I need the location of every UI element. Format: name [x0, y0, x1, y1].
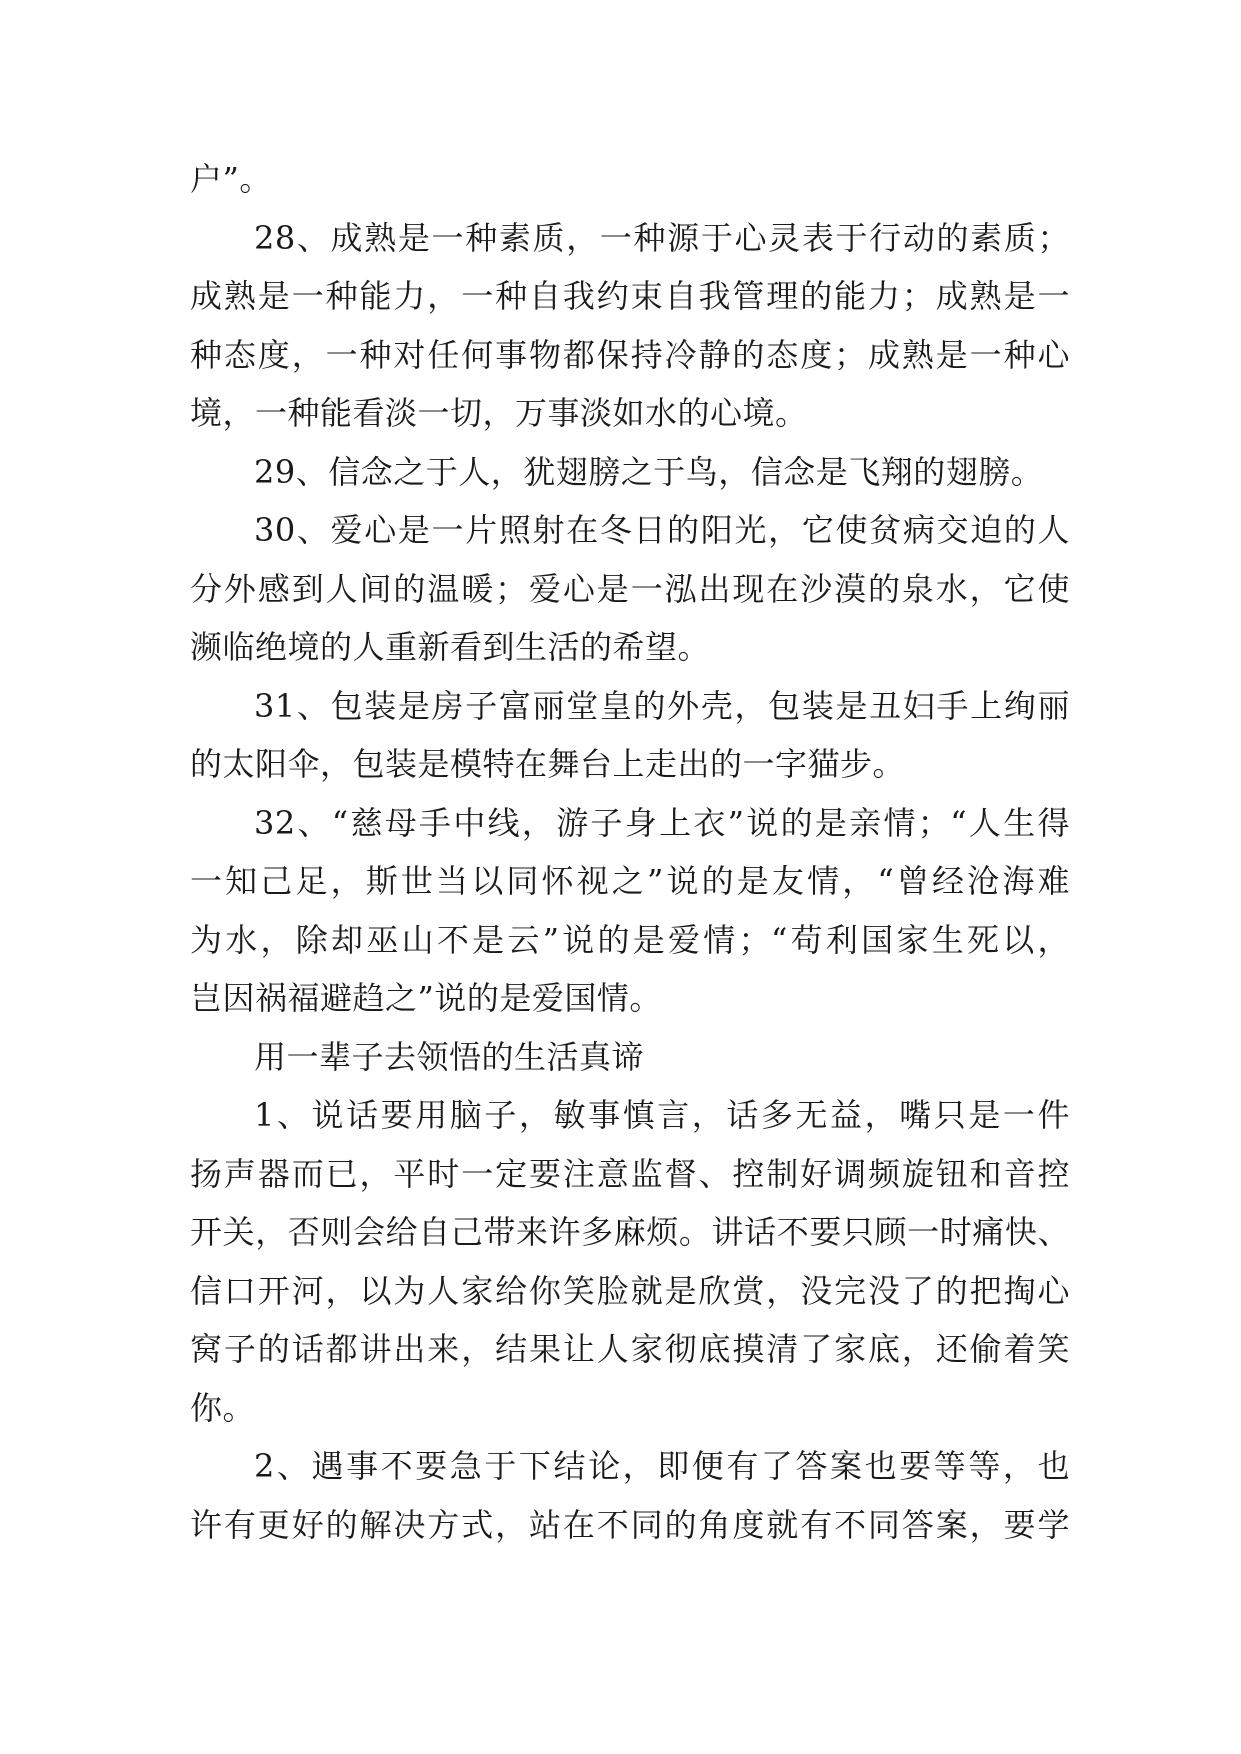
- paragraph-29-line-1: 29、信念之于人，犹翅膀之于鸟，信念是飞翔的翅膀。: [254, 452, 1044, 491]
- paragraph-28-line-1: 28、成熟是一种素质，一种源于心灵表于行动的素质；: [254, 218, 1070, 257]
- paragraph-32-line-3: 为水，除却巫山不是云”说的是爱情；“苟利国家生死以，: [190, 920, 1070, 959]
- paragraph-28-line-2: 成熟是一种能力，一种自我约束自我管理的能力；成熟是一: [190, 277, 1070, 315]
- paragraph-30-line-3: 濒临绝境的人重新看到生活的希望。: [190, 628, 711, 666]
- paragraph-1-line-2: 扬声器而已，平时一定要注意监督、控制好调频旋钮和音控: [190, 1154, 1070, 1193]
- paragraph-30-line-2: 分外感到人间的温暖；爱心是一泓出现在沙漠的泉水，它使: [190, 569, 1070, 608]
- paragraph-32-line-1: 32、“慈母手中线，游子身上衣”说的是亲情；“人生得: [254, 803, 1070, 842]
- paragraph-31-line-2: 的太阳伞，包装是模特在舞台上走出的一字猫步。: [190, 745, 906, 783]
- paragraph-2-line-1: 2、遇事不要急于下结论，即便有了答案也要等等，也: [254, 1447, 1070, 1485]
- paragraph-32-line-4: 岂因祸福避趋之”说的是爱国情。: [190, 979, 662, 1017]
- paragraph-1-line-6: 你。: [190, 1388, 256, 1427]
- paragraph-28-line-3: 种态度，一种对任何事物都保持冷静的态度；成熟是一种心: [190, 335, 1070, 374]
- paragraph-1-line-1: 1、说话要用脑子，敏事慎言，话多无益，嘴只是一件: [254, 1096, 1070, 1134]
- text-line: 户”。: [190, 160, 272, 198]
- document-page: [190, 150, 1070, 1554]
- paragraph-32-line-2: 一知己足，斯世当以同怀视之”说的是友情，“曾经沧海难: [190, 862, 1070, 900]
- paragraph-28-line-4: 境，一种能看淡一切，万事淡如水的心境。: [190, 394, 808, 432]
- paragraph-1-line-5: 窝子的话都讲出来，结果让人家彻底摸清了家底，还偷着笑: [190, 1330, 1070, 1368]
- paragraph-31-line-1: 31、包装是房子富丽堂皇的外壳，包装是丑妇手上绚丽: [254, 686, 1070, 725]
- section-heading: 用一辈子去领悟的生活真谛: [254, 1037, 645, 1076]
- paragraph-2-line-2: 许有更好的解决方式，站在不同的角度就有不同答案，要学: [190, 1505, 1070, 1544]
- paragraph-30-line-1: 30、爱心是一片照射在冬日的阳光，它使贫病交迫的人: [254, 511, 1070, 549]
- paragraph-1-line-3: 开关，否则会给自己带来许多麻烦。讲话不要只顾一时痛快、: [190, 1213, 1070, 1251]
- paragraph-1-line-4: 信口开河，以为人家给你笑脸就是欣赏，没完没了的把掏心: [190, 1271, 1070, 1310]
